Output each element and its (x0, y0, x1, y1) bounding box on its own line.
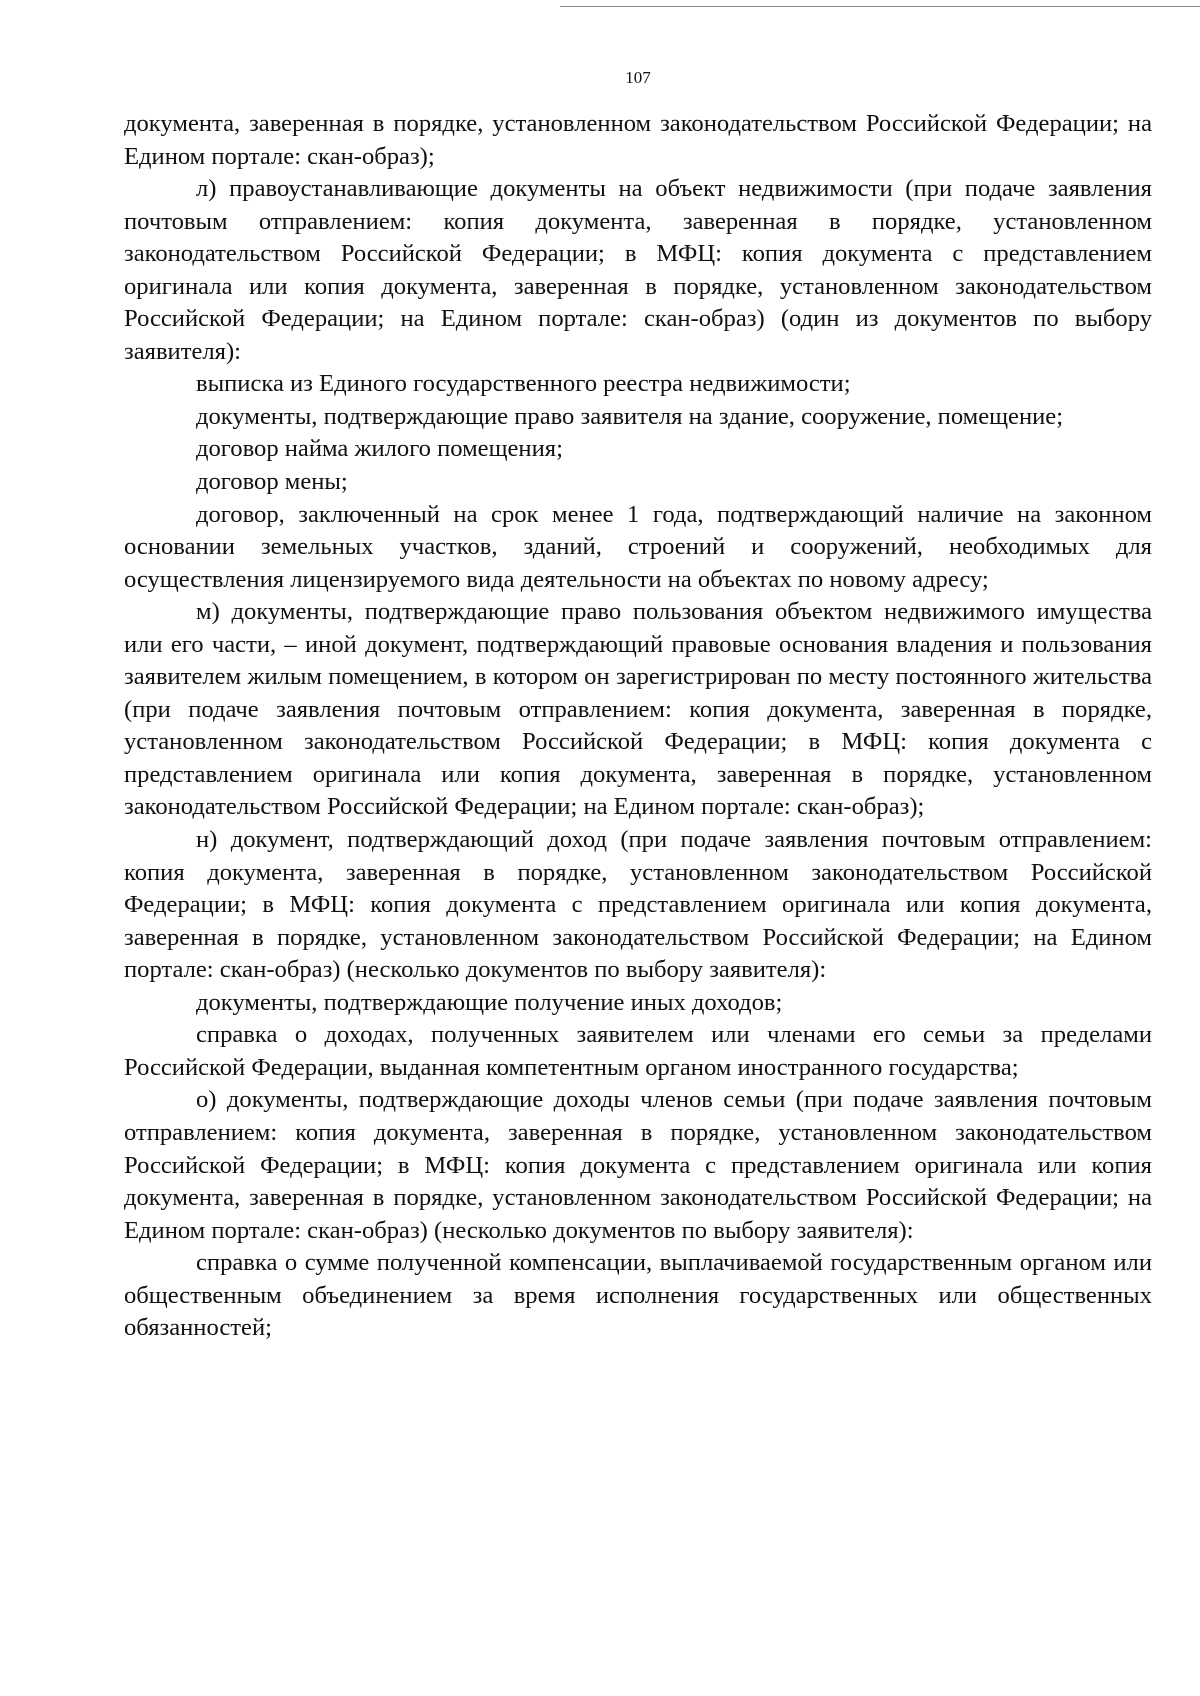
paragraph: справка о доходах, полученных заявителем или членами его семьи за пределами Российской Федерации, выданная компетентным органом иностранного государства; (124, 1021, 1152, 1081)
document-body (124, 108, 1152, 1345)
paragraph: договор, заключенный на срок менее 1 года, подтверждающий наличие на законном основании земельных участков, зданий, строений и сооружений, необходимых для осуществления лицензируемого вида деятельности на объектах по новому адресу; (124, 500, 1152, 593)
page-number: 107 (625, 68, 651, 87)
paragraph: документы, подтверждающие получение иных доходов; (196, 988, 783, 1016)
paragraph: н) документ, подтверждающий доход (при подаче заявления почтовым отправлением: копия документа, заверенная в порядке, установленном законодательством Российской Федерации; в МФЦ: копия документа с представлением оригинала или копия документа, заверенная в порядке, установленном законодательством Российской Федерации; на Едином портале: скан-образ) (несколько документов по выбору заявителя): (124, 826, 1152, 984)
paragraph: выписка из Единого государственного реестра недвижимости; (196, 370, 851, 398)
document-page (124, 68, 1152, 1345)
paragraph: документа, заверенная в порядке, установленном законодательством Российской Федерации; на Едином портале: скан-образ); (124, 110, 1152, 170)
paragraph: договор найма жилого помещения; (196, 435, 563, 463)
paragraph: документы, подтверждающие право заявителя на здание, сооружение, помещение; (196, 402, 1064, 430)
paragraph: о) документы, подтверждающие доходы членов семьи (при подаче заявления почтовым отправлением: копия документа, заверенная в порядке, установленном законодательством Российской Федерации; в МФЦ: копия документа с представлением оригинала или копия документа, заверенная в порядке, установленном законодательством Российской Федерации; на Едином портале: скан-образ) (несколько документов по выбору заявителя): (124, 1086, 1152, 1244)
paragraph: справка о сумме полученной компенсации, выплачиваемой государственным органом или общественным объединением за время исполнения государственных или общественных обязанностей; (124, 1249, 1152, 1342)
scan-top-edge-line (560, 6, 1200, 7)
paragraph: м) документы, подтверждающие право пользования объектом недвижимого имущества или его части, – иной документ, подтверждающий правовые основания владения и пользования заявителем жилым помещением, в котором он зарегистрирован по месту постоянного жительства (при подаче заявления почтовым отправлением: копия документа, заверенная в порядке, установленном законодательством Российской Федерации; в МФЦ: копия документа с представлением оригинала или копия документа, заверенная в порядке, установленном законодательством Российской Федерации; на Едином портале: скан-образ); (124, 598, 1152, 821)
paragraph: договор мены; (196, 468, 348, 496)
paragraph: л) правоустанавливающие документы на объект недвижимости (при подаче заявления почтовым отправлением: копия документа, заверенная в порядке, установленном законодательством Российской Федерации; в МФЦ: копия документа с представлением оригинала или копия документа, заверенная в порядке, установленном законодательством Российской Федерации; на Едином портале: скан-образ) (один из документов по выбору заявителя): (124, 175, 1152, 365)
